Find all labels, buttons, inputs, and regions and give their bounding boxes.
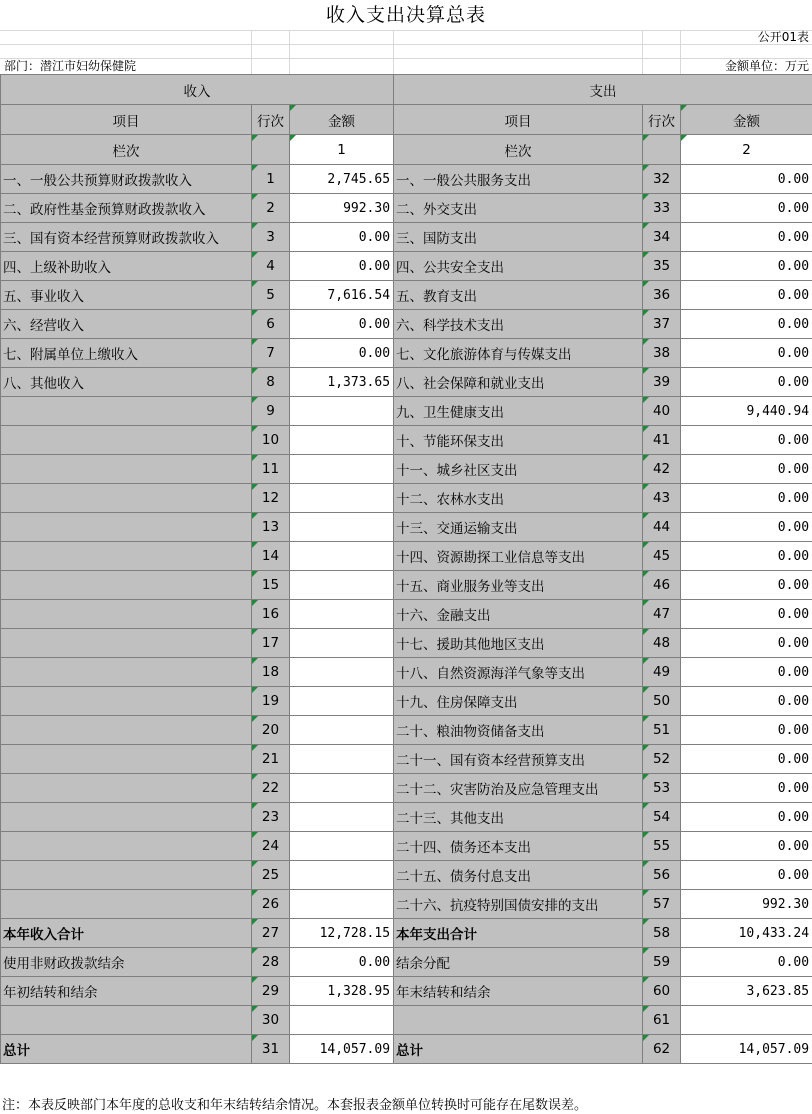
income-amount: 1,373.65 xyxy=(290,368,394,397)
unit-label: 金额单位：万元 xyxy=(724,59,809,73)
table-row xyxy=(1,745,812,774)
income-item xyxy=(1,571,252,600)
expense-item: 十七、援助其他地区支出 xyxy=(394,629,643,658)
income-line-no: 6 xyxy=(252,310,290,339)
expense-line-no: 58 xyxy=(643,919,681,948)
table-row xyxy=(1,803,812,832)
income-amount: 0.00 xyxy=(290,339,394,368)
income-item xyxy=(1,774,252,803)
income-line-no: 28 xyxy=(252,948,290,977)
income-line-no: 12 xyxy=(252,484,290,513)
income-amount: 992.30 xyxy=(290,194,394,223)
income-line-no: 7 xyxy=(252,339,290,368)
income-lanci-blank xyxy=(252,135,290,165)
expense-section-header: 支出 xyxy=(394,75,812,105)
expense-item: 总计 xyxy=(394,1035,643,1064)
income-amount xyxy=(290,832,394,861)
expense-item: 十六、金融支出 xyxy=(394,600,643,629)
expense-line-no: 35 xyxy=(643,252,681,281)
table-row xyxy=(1,861,812,890)
income-line-no: 10 xyxy=(252,426,290,455)
income-item: 总计 xyxy=(1,1035,252,1064)
income-item: 使用非财政拨款结余 xyxy=(1,948,252,977)
income-amount: 0.00 xyxy=(290,252,394,281)
expense-amount: 0.00 xyxy=(681,194,812,223)
income-item xyxy=(1,513,252,542)
income-item: 五、事业收入 xyxy=(1,281,252,310)
expense-line-no: 55 xyxy=(643,832,681,861)
table-row xyxy=(1,310,812,339)
income-amount xyxy=(290,542,394,571)
table-row xyxy=(1,716,812,745)
table-row xyxy=(1,832,812,861)
income-item xyxy=(1,397,252,426)
department-label: 部门：潜江市妇幼保健院 xyxy=(4,59,137,73)
expense-amount: 0.00 xyxy=(681,223,812,252)
income-section-header: 收入 xyxy=(1,75,394,105)
expense-amount: 0.00 xyxy=(681,484,812,513)
income-item: 一、一般公共预算财政拨款收入 xyxy=(1,165,252,194)
expense-amount: 0.00 xyxy=(681,774,812,803)
income-amount xyxy=(290,513,394,542)
expense-line-no: 33 xyxy=(643,194,681,223)
expense-item xyxy=(394,1006,643,1035)
expense-line-no: 42 xyxy=(643,455,681,484)
expense-amount: 0.00 xyxy=(681,629,812,658)
expense-amount: 992.30 xyxy=(681,890,812,919)
expense-amount: 0.00 xyxy=(681,571,812,600)
expense-item: 十一、城乡社区支出 xyxy=(394,455,643,484)
expense-line-no: 56 xyxy=(643,861,681,890)
expense-amount-header: 金额 xyxy=(681,105,812,135)
expense-line-no: 59 xyxy=(643,948,681,977)
income-amount xyxy=(290,600,394,629)
income-line-no: 3 xyxy=(252,223,290,252)
income-amount xyxy=(290,571,394,600)
income-line-no: 1 xyxy=(252,165,290,194)
income-line-no: 22 xyxy=(252,774,290,803)
income-expense-table xyxy=(0,74,812,1064)
table-row xyxy=(1,426,812,455)
income-item xyxy=(1,1006,252,1035)
income-item: 七、附属单位上缴收入 xyxy=(1,339,252,368)
expense-line-header: 行次 xyxy=(643,105,681,135)
expense-item: 十九、住房保障支出 xyxy=(394,687,643,716)
expense-amount: 0.00 xyxy=(681,716,812,745)
expense-item: 二十四、债务还本支出 xyxy=(394,832,643,861)
expense-line-no: 54 xyxy=(643,803,681,832)
table-row xyxy=(1,948,812,977)
income-line-no: 8 xyxy=(252,368,290,397)
expense-lanci-blank xyxy=(643,135,681,165)
expense-amount: 0.00 xyxy=(681,310,812,339)
income-item: 本年收入合计 xyxy=(1,919,252,948)
expense-item: 结余分配 xyxy=(394,948,643,977)
expense-amount: 14,057.09 xyxy=(681,1035,812,1064)
income-line-no: 14 xyxy=(252,542,290,571)
expense-col-number: 2 xyxy=(681,135,812,165)
expense-amount: 0.00 xyxy=(681,803,812,832)
income-amount: 12,728.15 xyxy=(290,919,394,948)
expense-item: 七、文化旅游体育与传媒支出 xyxy=(394,339,643,368)
income-line-no: 13 xyxy=(252,513,290,542)
income-amount: 0.00 xyxy=(290,948,394,977)
expense-line-no: 34 xyxy=(643,223,681,252)
income-amount xyxy=(290,745,394,774)
income-amount xyxy=(290,861,394,890)
income-line-no: 31 xyxy=(252,1035,290,1064)
income-item xyxy=(1,687,252,716)
expense-line-no: 46 xyxy=(643,571,681,600)
expense-amount: 0.00 xyxy=(681,281,812,310)
income-amount xyxy=(290,455,394,484)
table-row xyxy=(1,397,812,426)
income-item: 六、经营收入 xyxy=(1,310,252,339)
expense-item: 二十二、灾害防治及应急管理支出 xyxy=(394,774,643,803)
expense-amount: 0.00 xyxy=(681,252,812,281)
expense-amount: 10,433.24 xyxy=(681,919,812,948)
income-line-no: 5 xyxy=(252,281,290,310)
expense-item: 十四、资源勘探工业信息等支出 xyxy=(394,542,643,571)
expense-line-no: 43 xyxy=(643,484,681,513)
expense-amount: 0.00 xyxy=(681,368,812,397)
income-item xyxy=(1,629,252,658)
income-line-no: 2 xyxy=(252,194,290,223)
income-amount: 7,616.54 xyxy=(290,281,394,310)
income-item xyxy=(1,716,252,745)
income-item xyxy=(1,455,252,484)
expense-item: 二十五、债务付息支出 xyxy=(394,861,643,890)
table-row xyxy=(1,571,812,600)
expense-line-no: 37 xyxy=(643,310,681,339)
table-row xyxy=(1,919,812,948)
expense-amount: 0.00 xyxy=(681,455,812,484)
income-amount-header: 金额 xyxy=(290,105,394,135)
expense-line-no: 53 xyxy=(643,774,681,803)
expense-line-no: 40 xyxy=(643,397,681,426)
income-line-no: 11 xyxy=(252,455,290,484)
income-line-no: 9 xyxy=(252,397,290,426)
income-line-no: 29 xyxy=(252,977,290,1006)
expense-amount xyxy=(681,1006,812,1035)
expense-amount: 0.00 xyxy=(681,513,812,542)
income-item-header: 项目 xyxy=(1,105,252,135)
form-code: 公开01表 xyxy=(757,30,809,44)
expense-amount: 0.00 xyxy=(681,861,812,890)
income-amount: 2,745.65 xyxy=(290,165,394,194)
income-line-no: 24 xyxy=(252,832,290,861)
expense-item: 九、卫生健康支出 xyxy=(394,397,643,426)
income-item xyxy=(1,600,252,629)
income-lanci-label: 栏次 xyxy=(1,135,252,165)
table-row xyxy=(1,223,812,252)
expense-item: 本年支出合计 xyxy=(394,919,643,948)
expense-item: 十二、农林水支出 xyxy=(394,484,643,513)
expense-line-no: 52 xyxy=(643,745,681,774)
income-line-no: 21 xyxy=(252,745,290,774)
expense-line-no: 62 xyxy=(643,1035,681,1064)
income-item xyxy=(1,658,252,687)
expense-line-no: 47 xyxy=(643,600,681,629)
income-line-no: 4 xyxy=(252,252,290,281)
expense-amount: 0.00 xyxy=(681,687,812,716)
expense-line-no: 60 xyxy=(643,977,681,1006)
expense-line-no: 61 xyxy=(643,1006,681,1035)
income-amount xyxy=(290,658,394,687)
expense-item: 十八、自然资源海洋气象等支出 xyxy=(394,658,643,687)
expense-amount: 0.00 xyxy=(681,426,812,455)
expense-line-no: 41 xyxy=(643,426,681,455)
income-item xyxy=(1,745,252,774)
table-row xyxy=(1,658,812,687)
expense-item: 十、节能环保支出 xyxy=(394,426,643,455)
expense-item: 二、外交支出 xyxy=(394,194,643,223)
table-row xyxy=(1,1006,812,1035)
expense-line-no: 49 xyxy=(643,658,681,687)
expense-line-no: 57 xyxy=(643,890,681,919)
income-amount xyxy=(290,803,394,832)
income-line-no: 16 xyxy=(252,600,290,629)
table-row xyxy=(1,484,812,513)
expense-amount: 0.00 xyxy=(681,745,812,774)
income-item xyxy=(1,803,252,832)
table-row xyxy=(1,600,812,629)
income-amount xyxy=(290,774,394,803)
expense-item: 十三、交通运输支出 xyxy=(394,513,643,542)
income-amount xyxy=(290,1006,394,1035)
income-line-no: 25 xyxy=(252,861,290,890)
table-row xyxy=(1,629,812,658)
table-row xyxy=(1,252,812,281)
expense-amount: 0.00 xyxy=(681,832,812,861)
expense-line-no: 36 xyxy=(643,281,681,310)
income-amount xyxy=(290,397,394,426)
expense-line-no: 50 xyxy=(643,687,681,716)
income-line-no: 27 xyxy=(252,919,290,948)
income-line-no: 19 xyxy=(252,687,290,716)
report-title: 收入支出决算总表 xyxy=(325,4,486,26)
table-row xyxy=(1,194,812,223)
table-row xyxy=(1,281,812,310)
table-row xyxy=(1,890,812,919)
expense-item: 年末结转和结余 xyxy=(394,977,643,1006)
expense-item: 六、科学技术支出 xyxy=(394,310,643,339)
income-item xyxy=(1,890,252,919)
income-amount: 0.00 xyxy=(290,223,394,252)
table-row xyxy=(1,542,812,571)
income-amount xyxy=(290,890,394,919)
income-line-no: 17 xyxy=(252,629,290,658)
expense-amount: 0.00 xyxy=(681,165,812,194)
table-row xyxy=(1,165,812,194)
income-line-header: 行次 xyxy=(252,105,290,135)
table-row xyxy=(1,513,812,542)
table-row xyxy=(1,455,812,484)
expense-item: 五、教育支出 xyxy=(394,281,643,310)
table-row xyxy=(1,774,812,803)
expense-item: 一、一般公共服务支出 xyxy=(394,165,643,194)
income-line-no: 15 xyxy=(252,571,290,600)
income-item xyxy=(1,426,252,455)
expense-line-no: 51 xyxy=(643,716,681,745)
income-item: 三、国有资本经营预算财政拨款收入 xyxy=(1,223,252,252)
expense-item: 三、国防支出 xyxy=(394,223,643,252)
expense-item: 十五、商业服务业等支出 xyxy=(394,571,643,600)
income-line-no: 30 xyxy=(252,1006,290,1035)
footnote: 注：本表反映部门本年度的总收支和年末结转结余情况。本套报表金额单位转换时可能存在尾数误差。 xyxy=(2,1098,588,1113)
income-item: 二、政府性基金预算财政拨款收入 xyxy=(1,194,252,223)
expense-line-no: 45 xyxy=(643,542,681,571)
income-item xyxy=(1,542,252,571)
table-row xyxy=(1,977,812,1006)
income-item: 八、其他收入 xyxy=(1,368,252,397)
expense-amount: 9,440.94 xyxy=(681,397,812,426)
expense-item-header: 项目 xyxy=(394,105,643,135)
income-amount xyxy=(290,484,394,513)
income-amount: 0.00 xyxy=(290,310,394,339)
income-amount xyxy=(290,716,394,745)
income-item xyxy=(1,484,252,513)
table-row xyxy=(1,687,812,716)
income-amount: 1,328.95 xyxy=(290,977,394,1006)
income-line-no: 23 xyxy=(252,803,290,832)
expense-item: 二十六、抗疫特别国债安排的支出 xyxy=(394,890,643,919)
expense-line-no: 38 xyxy=(643,339,681,368)
income-line-no: 26 xyxy=(252,890,290,919)
expense-line-no: 32 xyxy=(643,165,681,194)
income-amount xyxy=(290,687,394,716)
table-row xyxy=(1,1035,812,1064)
expense-line-no: 39 xyxy=(643,368,681,397)
expense-line-no: 44 xyxy=(643,513,681,542)
income-item xyxy=(1,861,252,890)
income-line-no: 18 xyxy=(252,658,290,687)
expense-amount: 3,623.85 xyxy=(681,977,812,1006)
expense-amount: 0.00 xyxy=(681,542,812,571)
expense-item: 四、公共安全支出 xyxy=(394,252,643,281)
income-item: 四、上级补助收入 xyxy=(1,252,252,281)
income-line-no: 20 xyxy=(252,716,290,745)
expense-item: 八、社会保障和就业支出 xyxy=(394,368,643,397)
expense-amount: 0.00 xyxy=(681,600,812,629)
income-item: 年初结转和结余 xyxy=(1,977,252,1006)
income-amount xyxy=(290,629,394,658)
expense-amount: 0.00 xyxy=(681,339,812,368)
expense-item: 二十、粮油物资储备支出 xyxy=(394,716,643,745)
income-col-number: 1 xyxy=(290,135,394,165)
table-row xyxy=(1,339,812,368)
income-amount xyxy=(290,426,394,455)
expense-line-no: 48 xyxy=(643,629,681,658)
expense-amount: 0.00 xyxy=(681,948,812,977)
table-row xyxy=(1,368,812,397)
income-amount: 14,057.09 xyxy=(290,1035,394,1064)
expense-item: 二十三、其他支出 xyxy=(394,803,643,832)
income-item xyxy=(1,832,252,861)
expense-amount: 0.00 xyxy=(681,658,812,687)
expense-lanci-label: 栏次 xyxy=(394,135,643,165)
expense-item: 二十一、国有资本经营预算支出 xyxy=(394,745,643,774)
